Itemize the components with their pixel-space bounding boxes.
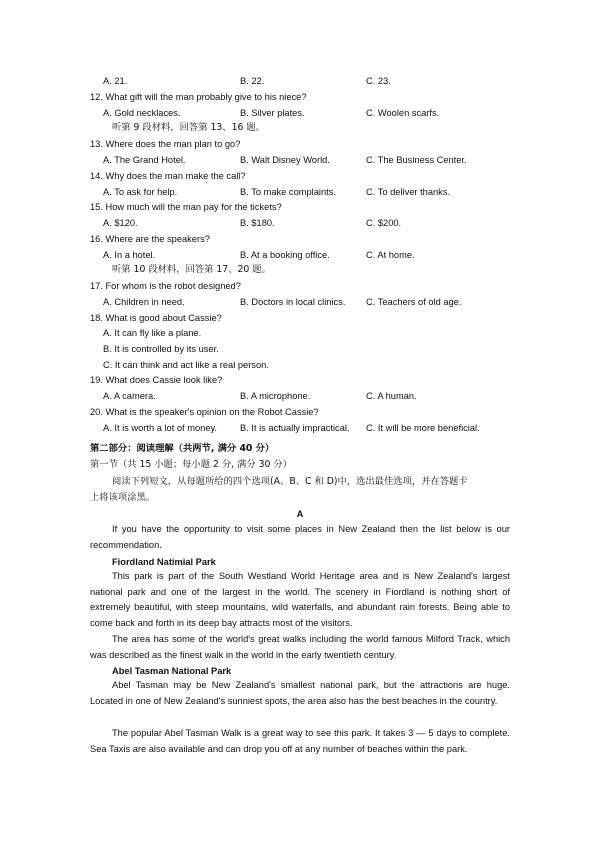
q18-option-c: C. It can think and act like a real person. — [103, 360, 269, 370]
q17-option-a: A. Children in need. — [103, 297, 185, 307]
q16-question: 16. Where are the speakers? — [90, 234, 210, 244]
q16-option-c: C. At home. — [366, 250, 415, 260]
q19-option-b: B. A microphone. — [240, 391, 311, 401]
part2-title: 第二部分：阅读理解（共两节, 满分 40 分） — [90, 443, 275, 454]
passage-intro: If you have the opportunity to visit some places in New Zealand then the list below is our recommendation. — [90, 524, 510, 550]
section-10-instruction: 听第 10 段材料，回答第 17、20 题。 — [112, 264, 271, 275]
q19-option-a: A. A camera. — [103, 391, 156, 401]
q17-option-c: C. Teachers of old age. — [366, 297, 462, 307]
q14-option-a: A. To ask for help. — [103, 187, 178, 197]
paragraph-abel-tasman-2: The popular Abel Tasman Walk is a great way to see this park. It takes 3 — 5 days to complete. Sea Taxis are also available and can drop you off at any number of beaches within the park. — [90, 728, 510, 754]
q13-option-a: A. The Grand Hotel. — [103, 155, 186, 165]
q11-option-c: C. 23. — [366, 76, 391, 86]
q12-option-c: C. Woolen scarfs. — [366, 108, 440, 118]
q12-question: 12. What gift will the man probably give to his niece? — [90, 92, 307, 102]
q14-question: 14. Why does the man make the call? — [90, 171, 246, 181]
q14-option-b: B. To make complaints. — [240, 187, 336, 197]
q13-option-b: B. Walt Disney World. — [240, 155, 330, 165]
q20-question: 20. What is the speaker's opinion on the Robot Cassie? — [90, 407, 319, 417]
q20-option-a: A. It is worth a lot of money. — [103, 423, 218, 433]
q17-option-b: B. Doctors in local clinics. — [240, 297, 346, 307]
q15-option-c: C. $200. — [366, 218, 402, 228]
q12-option-b: B. Silver plates. — [240, 108, 305, 118]
q20-option-b: B. It is actually impractical. — [240, 423, 350, 433]
q20-option-c: C. It will be more beneficial. — [366, 423, 480, 433]
part2-instruction-line2: 上将该项涂黑。 — [90, 492, 156, 503]
q15-option-a: A. $120. — [103, 218, 138, 228]
passage-label: A — [296, 509, 304, 519]
part2-instruction-line1: 阅读下列短文，从每题所给的四个选项(A、B、C 和 D)中，选出最佳选项，并在答题卡 — [112, 476, 468, 487]
paragraph-fiordland-2: The area has some of the world's great walks including the world famous Milford Track, which was described as the finest walk in the world in the early twentieth century. — [90, 634, 510, 660]
q16-option-a: A. In a hotel. — [103, 250, 156, 260]
q16-option-b: B. At a booking office. — [240, 250, 330, 260]
q11-option-b: B. 22. — [240, 76, 265, 86]
paragraph-fiordland-1: This park is part of the South Westland World Heritage area and is New Zealand's largest national park and one of the largest in the world. The scenery in Fiordland is nothing short of extremely beautiful, with steep mountains, wild waterfalls, and abundant rain forests. Being able to come back and forth in its deep bay attracts most of the visitors. — [90, 571, 510, 629]
q14-option-c: C. To deliver thanks. — [366, 187, 451, 197]
q18-option-b: B. It is controlled by its user. — [103, 344, 219, 354]
section-9-instruction: 听第 9 段材料，回答第 13、16 题。 — [112, 122, 265, 133]
q13-question: 13. Where does the man plan to go? — [90, 139, 241, 149]
part2-section1: 第一节（共 15 小题；每小题 2 分, 满分 30 分） — [90, 459, 292, 470]
q13-option-c: C. The Business Center. — [366, 155, 467, 165]
q19-option-c: C. A human. — [366, 391, 417, 401]
heading-fiordland: Fiordland Natimial Park — [112, 557, 216, 567]
q19-question: 19. What does Cassie look like? — [90, 375, 223, 385]
heading-abel-tasman: Abel Tasman National Park — [112, 666, 232, 676]
q18-question: 18. What is good about Cassie? — [90, 313, 222, 323]
q18-option-a: A. It can fly like a plane. — [103, 328, 202, 338]
q12-option-a: A. Gold necklaces. — [103, 108, 181, 118]
paragraph-abel-tasman-1: Abel Tasman may be New Zealand's smallest national park, but the attractions are huge. Located in one of New Zealand's sunniest spots, the area also has the best beaches in the country. — [90, 680, 510, 706]
q15-question: 15. How much will the man pay for the tickets? — [90, 202, 282, 212]
q17-question: 17. For whom is the robot designed? — [90, 281, 241, 291]
q15-option-b: B. $180. — [240, 218, 275, 228]
q11-option-a: A. 21. — [103, 76, 128, 86]
